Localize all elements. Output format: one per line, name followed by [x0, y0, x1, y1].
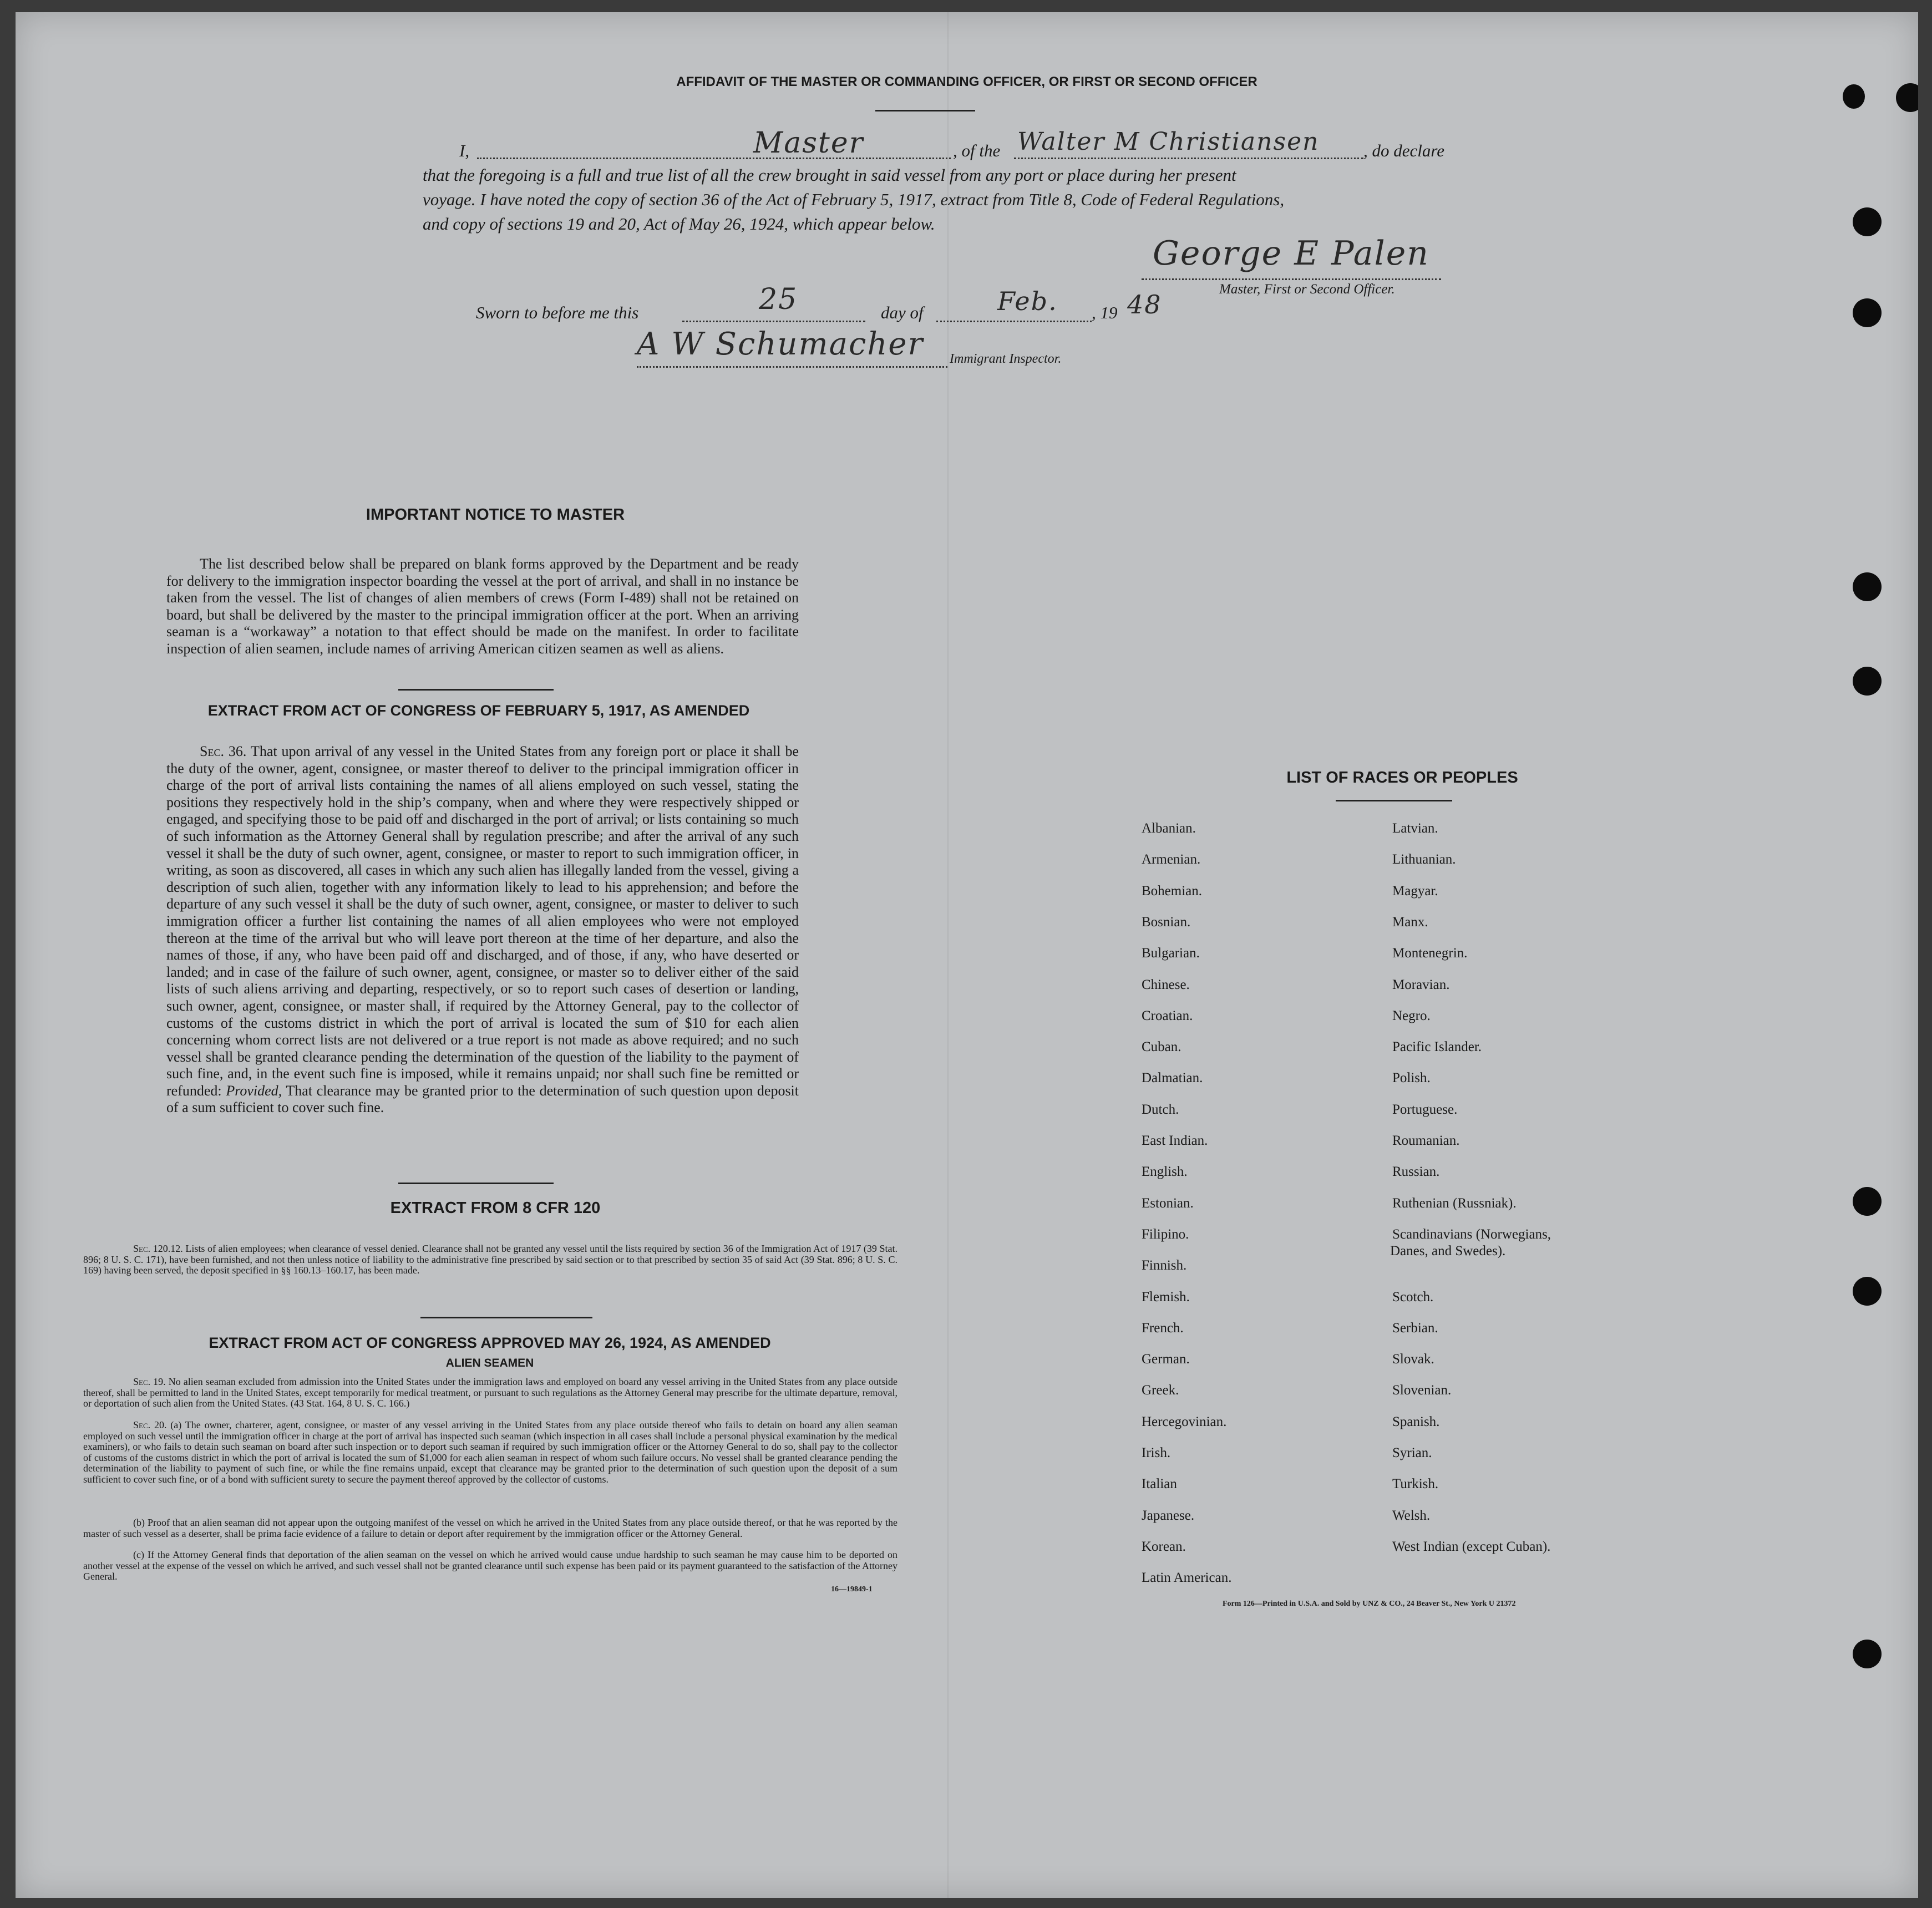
- race-item: Finnish.: [1142, 1258, 1187, 1273]
- race-item: Portuguese.: [1392, 1102, 1458, 1117]
- form-number: 16—19849-1: [831, 1585, 873, 1594]
- punch-hole: [1853, 667, 1882, 696]
- race-item: Pacific Islander.: [1392, 1039, 1482, 1055]
- affidavit-title: AFFIDAVIT OF THE MASTER OR COMMANDING OFFICER, OR FIRST OR SECOND OFFICER: [676, 74, 1257, 89]
- master-title-blank: [477, 158, 951, 159]
- cfr-text: Sec. 120.12. Lists of alien employees; when clearance of vessel denied. Clearance shall not be granted any vessel until the lists required by section 36 of the Immigration Act of 1917 (39 Stat. 896; 8 U. S. C. 171), have been furnished, and not then unless notice of liability to the administrative fine prescribed by said section or to that prescribed by section 35 of said Act (39 Stat. 896; 8 U. S. C. 169) having been served, the deposit specified in §§ 160.13–160.17, has been made.: [83, 1243, 898, 1276]
- race-item: Scandinavians (Norwegians,: [1392, 1226, 1551, 1242]
- affidavit-line1-mid: , of the: [953, 141, 1001, 160]
- affidavit-line2: that the foregoing is a full and true list of all the crew brought in said vessel from any port or place during her present: [423, 165, 1236, 185]
- punch-hole: [1853, 572, 1882, 601]
- punch-hole: [1853, 207, 1882, 236]
- race-item: Polish.: [1392, 1070, 1431, 1086]
- sworn-day-of: day of: [881, 303, 924, 322]
- race-item: Croatian.: [1142, 1008, 1193, 1023]
- vessel-name-blank: [1014, 158, 1363, 159]
- race-item: Syrian.: [1392, 1445, 1432, 1460]
- race-item: Moravian.: [1392, 977, 1450, 992]
- race-item: East Indian.: [1142, 1133, 1208, 1148]
- sworn-year: 48: [1127, 290, 1162, 319]
- punch-hole: [1853, 1277, 1882, 1306]
- officer-signature: George E Palen: [1153, 234, 1429, 273]
- sec20a-text: Sec. 20. (a) The owner, charterer, agent, consignee, or master of any vessel arriving in the United States from any place outside thereof who fails to detain on board any alien seaman employed on such vessel until the immigration officer in charge at the port of arrival has inspected such seaman (which inspection in all cases shall include a personal physical examination by the medical examiners), or who fails to detain such seaman on board after such inspection or to deport such seaman if required by such immigration officer or the Attorney General to do so, shall pay to the collector of customs of the customs district in which the port of arrival is located the sum of $1,000 for each alien seaman in respect of whom such failure occurs. No vessel shall be granted clearance pending the determination of the liability to payment of such fine, or while the fine remains unpaid, except that clearance may be granted prior to the determination of such question upon the deposit of a sum sufficient to cover such fine, or of a bond with sufficient surety to secure the payment thereof approved by the collector of customs.: [83, 1419, 897, 1485]
- race-item: Italian: [1142, 1476, 1177, 1492]
- race-item: Lithuanian.: [1392, 852, 1456, 867]
- race-item: Roumanian.: [1392, 1133, 1460, 1148]
- race-item: Ruthenian (Russniak).: [1392, 1195, 1517, 1211]
- race-item: Latin American.: [1142, 1570, 1232, 1586]
- cfr-title: EXTRACT FROM 8 CFR 120: [390, 1199, 601, 1217]
- race-item: Japanese.: [1142, 1508, 1195, 1523]
- race-item: Latvian.: [1392, 821, 1438, 836]
- race-item: Turkish.: [1392, 1476, 1439, 1492]
- race-item: Irish.: [1142, 1445, 1171, 1460]
- race-item: Korean.: [1142, 1539, 1186, 1554]
- race-item: Dalmatian.: [1142, 1070, 1203, 1086]
- cfr-divider: [420, 1317, 592, 1318]
- sec120-label: Sec. 120.12.: [133, 1243, 183, 1254]
- sec20b-text: (b) Proof that an alien seaman did not appear upon the outgoing manifest of the vessel on which he arrived in the United States from any place outside thereof, or that he was reported by the master of such vessel as a deserter, shall be prima facie evidence of a failure to detain or deport after requirement by the immigration officer or the Attorney General.: [83, 1517, 897, 1539]
- title-divider: [875, 110, 975, 111]
- race-item: Welsh.: [1392, 1508, 1431, 1523]
- document-page: [16, 12, 1918, 1898]
- race-item: English.: [1142, 1164, 1188, 1180]
- extract1917-text: Sec. 36. That upon arrival of any vessel in the United States from any foreign port or place it shall be the duty of the owner, agent, consignee, or master thereof to deliver to the principal immigration officer in charge of the port of arrival lists containing the names of all aliens employed on such vessel, stating the positions they respectively hold in the ship’s company, when and where they were respectively shipped or engaged, and specifying those to be paid off and discharged in the port of arrival; or lists containing so much of such information as the Attorney General shall by regulation prescribe; and after the arrival of any such vessel it shall be the duty of such owner, agent, consignee, or master to report to such immigration officer, in writing, as soon as discovered, all cases in which any such alien has illegally landed from the vessel, giving a description of such alien, together with any information likely to lead to his apprehension; and before the departure of any such vessel it shall be the duty of such owner, agent, consignee, or master to deliver to such immigration officer a further list containing the names of all alien employees who were not employed thereon at the time of the arrival but who will leave port thereon at the time of her departure, and also the names of those, if any, who have been paid off and discharged, and of those, if any, who have deserted or landed; and in case of the failure of such owner, agent, consignee, or master so to deliver either of the said lists of such aliens arriving and departing, respectively, or so to report such cases of desertion or landing, such owner, agent, consignee, or master shall, if required by the Attorney General, pay to the collector of customs of the customs district in which the port of arrival is located the sum of $10 for each alien concerning whom correct lists are not delivered or a true report is not made as above required; and no such vessel shall be granted clearance pending the determination of the question of the liability to the payment of such fine, and, in the event such fine is imposed, while it remains unpaid; nor shall such fine be remitted or refunded: Provided, That clearance may be granted prior to the determination of such question upon deposit of a sum sufficient to cover such fine.: [166, 743, 799, 1116]
- race-item: Albanian.: [1142, 821, 1196, 836]
- punch-hole: [1853, 298, 1882, 327]
- race-item: Spanish.: [1392, 1414, 1440, 1429]
- extract1917-divider: [398, 1183, 554, 1184]
- sworn-label: Sworn to before me this: [476, 303, 639, 322]
- fold-crease: [947, 12, 949, 1898]
- race-item: Flemish.: [1142, 1289, 1190, 1305]
- sworn-month-blank: [936, 321, 1092, 322]
- notice-text: The list described below shall be prepared on blank forms approved by the Department and be ready for delivery to the immigration inspector boarding the vessel at the port of arrival, and shall in no instance be taken from the vessel. The list of changes of alien members of crews (Form I-489) shall not be retained on board, but shall be delivered by the master to the principal immigration officer at the port. When an arriving seaman is a “workaway” a notation to that effect should be made on the manifest. In order to facilitate inspection of alien seamen, include names of arriving American citizen seamen as well as aliens.: [166, 556, 799, 657]
- extract1917-title: EXTRACT FROM ACT OF CONGRESS OF FEBRUARY 5, 1917, AS AMENDED: [207, 702, 750, 719]
- inspector-signature: A W Schumacher: [637, 326, 924, 362]
- affidavit-line3: voyage. I have noted the copy of section 36 of the Act of February 5, 1917, extract from Title 8, Code of Federal Regulations,: [423, 190, 1285, 209]
- race-item: Serbian.: [1392, 1320, 1438, 1336]
- race-item: Scotch.: [1392, 1289, 1434, 1305]
- race-item: Greek.: [1142, 1383, 1179, 1398]
- sec19-text: Sec. 19. No alien seaman excluded from admission into the United States under the immigration laws and employed on board any vessel arriving in the United States from any place outside thereof, shall be permitted to land in the United States, except temporarily for medical treatment, or pursuant to such regulations as the Attorney General may prescribe for the ultimate departure, removal, or deportation of such alien from the United States. (43 Stat. 164, 8 U. S. C. 166.): [83, 1376, 898, 1409]
- race-item: Bohemian.: [1142, 883, 1203, 899]
- race-item: Manx.: [1392, 914, 1428, 930]
- sworn-year-prefix: , 19: [1092, 303, 1118, 322]
- race-item: Chinese.: [1142, 977, 1190, 992]
- race-item: Negro.: [1392, 1008, 1431, 1023]
- race-item: Cuban.: [1142, 1039, 1181, 1055]
- race-item: Russian.: [1392, 1164, 1440, 1180]
- race-item: Filipino.: [1142, 1226, 1189, 1242]
- officer-signature-caption: Master, First or Second Officer.: [1219, 282, 1395, 297]
- sworn-day-blank: [682, 321, 865, 322]
- master-title-handwriting: Master: [753, 126, 864, 160]
- notice-title: IMPORTANT NOTICE TO MASTER: [366, 506, 625, 524]
- sec20c-text: (c) If the Attorney General finds that deportation of the alien seaman on the vessel on which he arrived would cause undue hardship to such seaman he may cause him to be deported on another vessel at the expense of the vessel on which he arrived, and such vessel shall not be granted clearance until such expense has been paid or its payment guaranteed to the satisfaction of the Attorney General.: [83, 1549, 897, 1582]
- punch-hole: [1853, 1640, 1882, 1668]
- printer-imprint: Form 126—Printed in U.S.A. and Sold by UNZ & CO., 24 Beaver St., New York U 21372: [1223, 1600, 1516, 1608]
- sworn-day: 25: [759, 283, 798, 316]
- races-title: LIST OF RACES OR PEOPLES: [1286, 769, 1518, 786]
- race-item: West Indian (except Cuban).: [1392, 1539, 1551, 1554]
- race-item: Danes, and Swedes).: [1390, 1243, 1506, 1259]
- affidavit-line4: and copy of sections 19 and 20, Act of May 26, 1924, which appear below.: [423, 214, 935, 234]
- extract1924-title: EXTRACT FROM ACT OF CONGRESS APPROVED MAY 26, 1924, AS AMENDED: [209, 1334, 771, 1351]
- sec36-label: Sec. 36.: [200, 743, 247, 759]
- affidavit-line1: I,: [459, 141, 470, 160]
- inspector-caption: Immigrant Inspector.: [950, 352, 1062, 366]
- race-item: German.: [1142, 1352, 1190, 1367]
- race-item: Hercegovinian.: [1142, 1414, 1227, 1429]
- sworn-month: Feb.: [997, 286, 1058, 316]
- race-item: Bulgarian.: [1142, 946, 1200, 961]
- race-item: Magyar.: [1392, 883, 1438, 899]
- race-item: Bosnian.: [1142, 914, 1191, 930]
- inspector-signature-line: [637, 366, 947, 368]
- officer-signature-line: [1142, 278, 1441, 280]
- race-item: Montenegrin.: [1392, 946, 1468, 961]
- race-item: French.: [1142, 1320, 1184, 1336]
- race-item: Dutch.: [1142, 1102, 1179, 1117]
- race-item: Slovak.: [1392, 1352, 1434, 1367]
- affidavit-line1-end: , do declare: [1363, 141, 1445, 160]
- extract1924-subtitle: ALIEN SEAMEN: [445, 1357, 534, 1369]
- punch-hole: [1853, 1187, 1882, 1216]
- race-item: Armenian.: [1142, 852, 1201, 867]
- race-item: Estonian.: [1142, 1195, 1194, 1211]
- notice-divider: [398, 689, 554, 691]
- races-divider: [1336, 800, 1452, 801]
- race-item: Slovenian.: [1392, 1383, 1452, 1398]
- vessel-name-handwriting: Walter M Christiansen: [1017, 128, 1320, 156]
